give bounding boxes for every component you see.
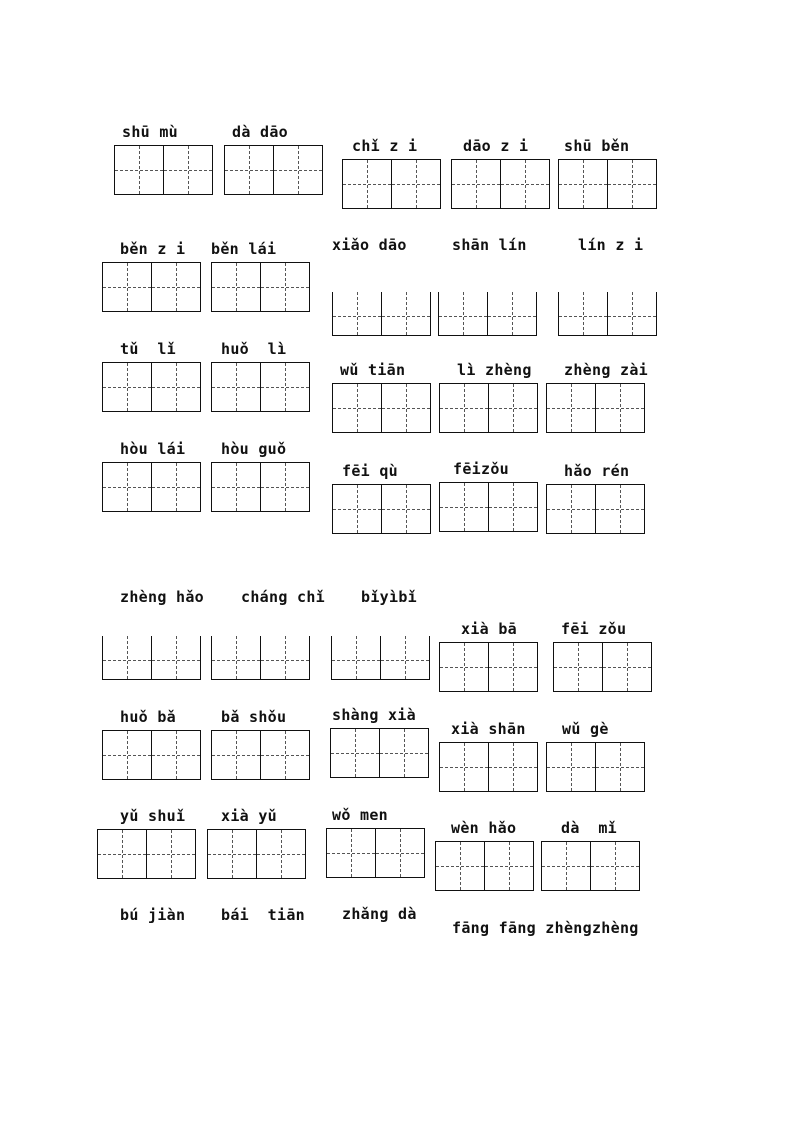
writing-grid[interactable] — [211, 636, 310, 680]
pinyin-label: hǎo rén — [564, 462, 630, 480]
writing-grid[interactable] — [546, 484, 645, 534]
writing-cell[interactable] — [602, 643, 651, 691]
writing-cell[interactable] — [260, 363, 309, 411]
writing-cell[interactable] — [151, 463, 200, 511]
pinyin-label: lín z i — [578, 236, 644, 254]
pinyin-label: shū mù — [122, 123, 178, 141]
writing-cell[interactable] — [488, 483, 537, 531]
pinyin-label: xià shān — [451, 720, 526, 738]
pinyin-bai-tian: bái tiān — [221, 906, 305, 924]
pinyin-label: wǔ gè — [562, 720, 609, 738]
pinyin-bu-jian: bú jiàn — [120, 906, 186, 924]
writing-cell[interactable] — [440, 743, 488, 791]
pinyin-label: fēizǒu — [453, 460, 509, 478]
writing-cell[interactable] — [440, 483, 488, 531]
pinyin-label: xià bā — [461, 620, 517, 638]
writing-grid[interactable] — [439, 742, 538, 792]
writing-cell[interactable] — [103, 263, 151, 311]
writing-cell[interactable] — [260, 263, 309, 311]
writing-cell[interactable] — [212, 263, 260, 311]
pinyin-label: chǐ z i — [352, 137, 418, 155]
writing-cell[interactable] — [452, 160, 500, 208]
writing-grid[interactable] — [102, 730, 201, 780]
writing-cell[interactable] — [208, 830, 256, 878]
writing-cell[interactable] — [381, 384, 430, 432]
writing-cell[interactable] — [332, 636, 380, 679]
writing-cell[interactable] — [488, 743, 537, 791]
writing-grid[interactable] — [102, 462, 201, 512]
writing-cell[interactable] — [595, 384, 644, 432]
writing-grid[interactable] — [207, 829, 306, 879]
writing-cell[interactable] — [103, 636, 151, 679]
writing-cell[interactable] — [103, 731, 151, 779]
writing-cell[interactable] — [547, 384, 595, 432]
writing-grid[interactable] — [558, 159, 657, 209]
pinyin-label: wèn hǎo — [451, 819, 517, 837]
pinyin-label: hòu guǒ — [221, 440, 287, 458]
writing-cell[interactable] — [380, 636, 429, 679]
pinyin-label: bǎ shǒu — [221, 708, 287, 726]
pinyin-label: dà mǐ — [561, 819, 617, 837]
writing-cell[interactable] — [500, 160, 549, 208]
writing-grid[interactable] — [439, 642, 538, 692]
pinyin-label: běn lái — [211, 240, 277, 258]
writing-cell[interactable] — [559, 160, 607, 208]
writing-cell[interactable] — [327, 829, 375, 877]
writing-cell[interactable] — [260, 731, 309, 779]
writing-grid[interactable] — [211, 730, 310, 780]
writing-cell[interactable] — [439, 292, 487, 335]
writing-cell[interactable] — [98, 830, 146, 878]
pinyin-label: xià yǔ — [221, 807, 277, 825]
writing-cell[interactable] — [273, 146, 322, 194]
writing-grid[interactable] — [330, 728, 429, 778]
writing-cell[interactable] — [595, 485, 644, 533]
pinyin-label: wǔ tiān — [340, 361, 406, 379]
pinyin-label: yǔ shuǐ — [120, 807, 186, 825]
writing-cell[interactable] — [484, 842, 533, 890]
writing-cell[interactable] — [488, 384, 537, 432]
pinyin-label: shū běn — [564, 137, 630, 155]
writing-grid[interactable] — [211, 262, 310, 312]
writing-cell[interactable] — [256, 830, 305, 878]
writing-cell[interactable] — [212, 731, 260, 779]
writing-grid[interactable] — [326, 828, 425, 878]
writing-cell[interactable] — [115, 146, 163, 194]
writing-grid[interactable] — [102, 362, 201, 412]
writing-cell[interactable] — [488, 643, 537, 691]
pinyin-zhang-da: zhǎng dà — [342, 905, 417, 923]
writing-cell[interactable] — [381, 292, 430, 335]
writing-cell[interactable] — [381, 485, 430, 533]
writing-cell[interactable] — [547, 743, 595, 791]
writing-grid[interactable] — [332, 383, 431, 433]
writing-cell[interactable] — [607, 292, 656, 335]
writing-cell[interactable] — [440, 643, 488, 691]
writing-cell[interactable] — [547, 485, 595, 533]
writing-grid[interactable] — [331, 636, 430, 680]
writing-cell[interactable] — [590, 842, 639, 890]
writing-cell[interactable] — [554, 643, 602, 691]
writing-grid[interactable] — [541, 841, 640, 891]
writing-cell[interactable] — [151, 731, 200, 779]
pinyin-label: zhèng hǎo — [120, 588, 204, 606]
writing-cell[interactable] — [559, 292, 607, 335]
writing-cell[interactable] — [343, 160, 391, 208]
pinyin-label: fēi zǒu — [561, 620, 627, 638]
pinyin-label: zhèng zài — [564, 361, 648, 379]
writing-grid[interactable] — [224, 145, 323, 195]
writing-cell[interactable] — [151, 636, 200, 679]
pinyin-label: hòu lái — [120, 440, 186, 458]
writing-cell[interactable] — [151, 263, 200, 311]
writing-grid[interactable] — [553, 642, 652, 692]
writing-grid[interactable] — [451, 159, 550, 209]
writing-cell[interactable] — [375, 829, 424, 877]
writing-cell[interactable] — [333, 485, 381, 533]
writing-grid[interactable] — [435, 841, 534, 891]
writing-cell[interactable] — [212, 463, 260, 511]
writing-grid[interactable] — [546, 742, 645, 792]
pinyin-label: dāo z i — [463, 137, 529, 155]
pinyin-label: huǒ bǎ — [120, 708, 176, 726]
pinyin-label: lì zhèng — [457, 361, 532, 379]
writing-cell[interactable] — [436, 842, 484, 890]
writing-grid[interactable] — [439, 482, 538, 532]
writing-cell[interactable] — [542, 842, 590, 890]
pinyin-label: shān lín — [452, 236, 527, 254]
pinyin-label: tǔ lǐ — [120, 340, 176, 358]
writing-grid[interactable] — [102, 262, 201, 312]
writing-grid[interactable] — [102, 636, 201, 680]
writing-cell[interactable] — [103, 463, 151, 511]
writing-cell[interactable] — [225, 146, 273, 194]
writing-grid[interactable] — [342, 159, 441, 209]
writing-grid[interactable] — [438, 292, 537, 336]
pinyin-label: wǒ men — [332, 806, 388, 824]
writing-grid[interactable] — [558, 292, 657, 336]
writing-cell[interactable] — [333, 384, 381, 432]
pinyin-label: bǐyìbǐ — [361, 588, 417, 606]
writing-cell[interactable] — [595, 743, 644, 791]
writing-cell[interactable] — [212, 363, 260, 411]
writing-grid[interactable] — [332, 292, 431, 336]
pinyin-label: cháng chǐ — [241, 588, 325, 606]
writing-cell[interactable] — [440, 384, 488, 432]
pinyin-label: shàng xià — [332, 706, 416, 724]
writing-cell[interactable] — [163, 146, 212, 194]
writing-cell[interactable] — [260, 463, 309, 511]
writing-cell[interactable] — [146, 830, 195, 878]
writing-cell[interactable] — [331, 729, 379, 777]
writing-cell[interactable] — [487, 292, 536, 335]
writing-grid[interactable] — [114, 145, 213, 195]
writing-cell[interactable] — [333, 292, 381, 335]
pinyin-label: dà dāo — [232, 123, 288, 141]
pinyin-label: fēi qù — [342, 462, 398, 480]
pinyin-label: běn z i — [120, 240, 186, 258]
writing-cell[interactable] — [260, 636, 309, 679]
writing-grid[interactable] — [546, 383, 645, 433]
writing-grid[interactable] — [97, 829, 196, 879]
writing-cell[interactable] — [391, 160, 440, 208]
writing-cell[interactable] — [103, 363, 151, 411]
pinyin-fang-fang-zheng-zheng: fāng fāng zhèngzhèng — [452, 919, 639, 937]
writing-grid[interactable] — [439, 383, 538, 433]
writing-cell[interactable] — [212, 636, 260, 679]
writing-cell[interactable] — [379, 729, 428, 777]
writing-grid[interactable] — [211, 362, 310, 412]
writing-cell[interactable] — [151, 363, 200, 411]
pinyin-label: huǒ lì — [221, 340, 287, 358]
writing-grid[interactable] — [211, 462, 310, 512]
writing-cell[interactable] — [607, 160, 656, 208]
writing-grid[interactable] — [332, 484, 431, 534]
pinyin-label: xiǎo dāo — [332, 236, 407, 254]
